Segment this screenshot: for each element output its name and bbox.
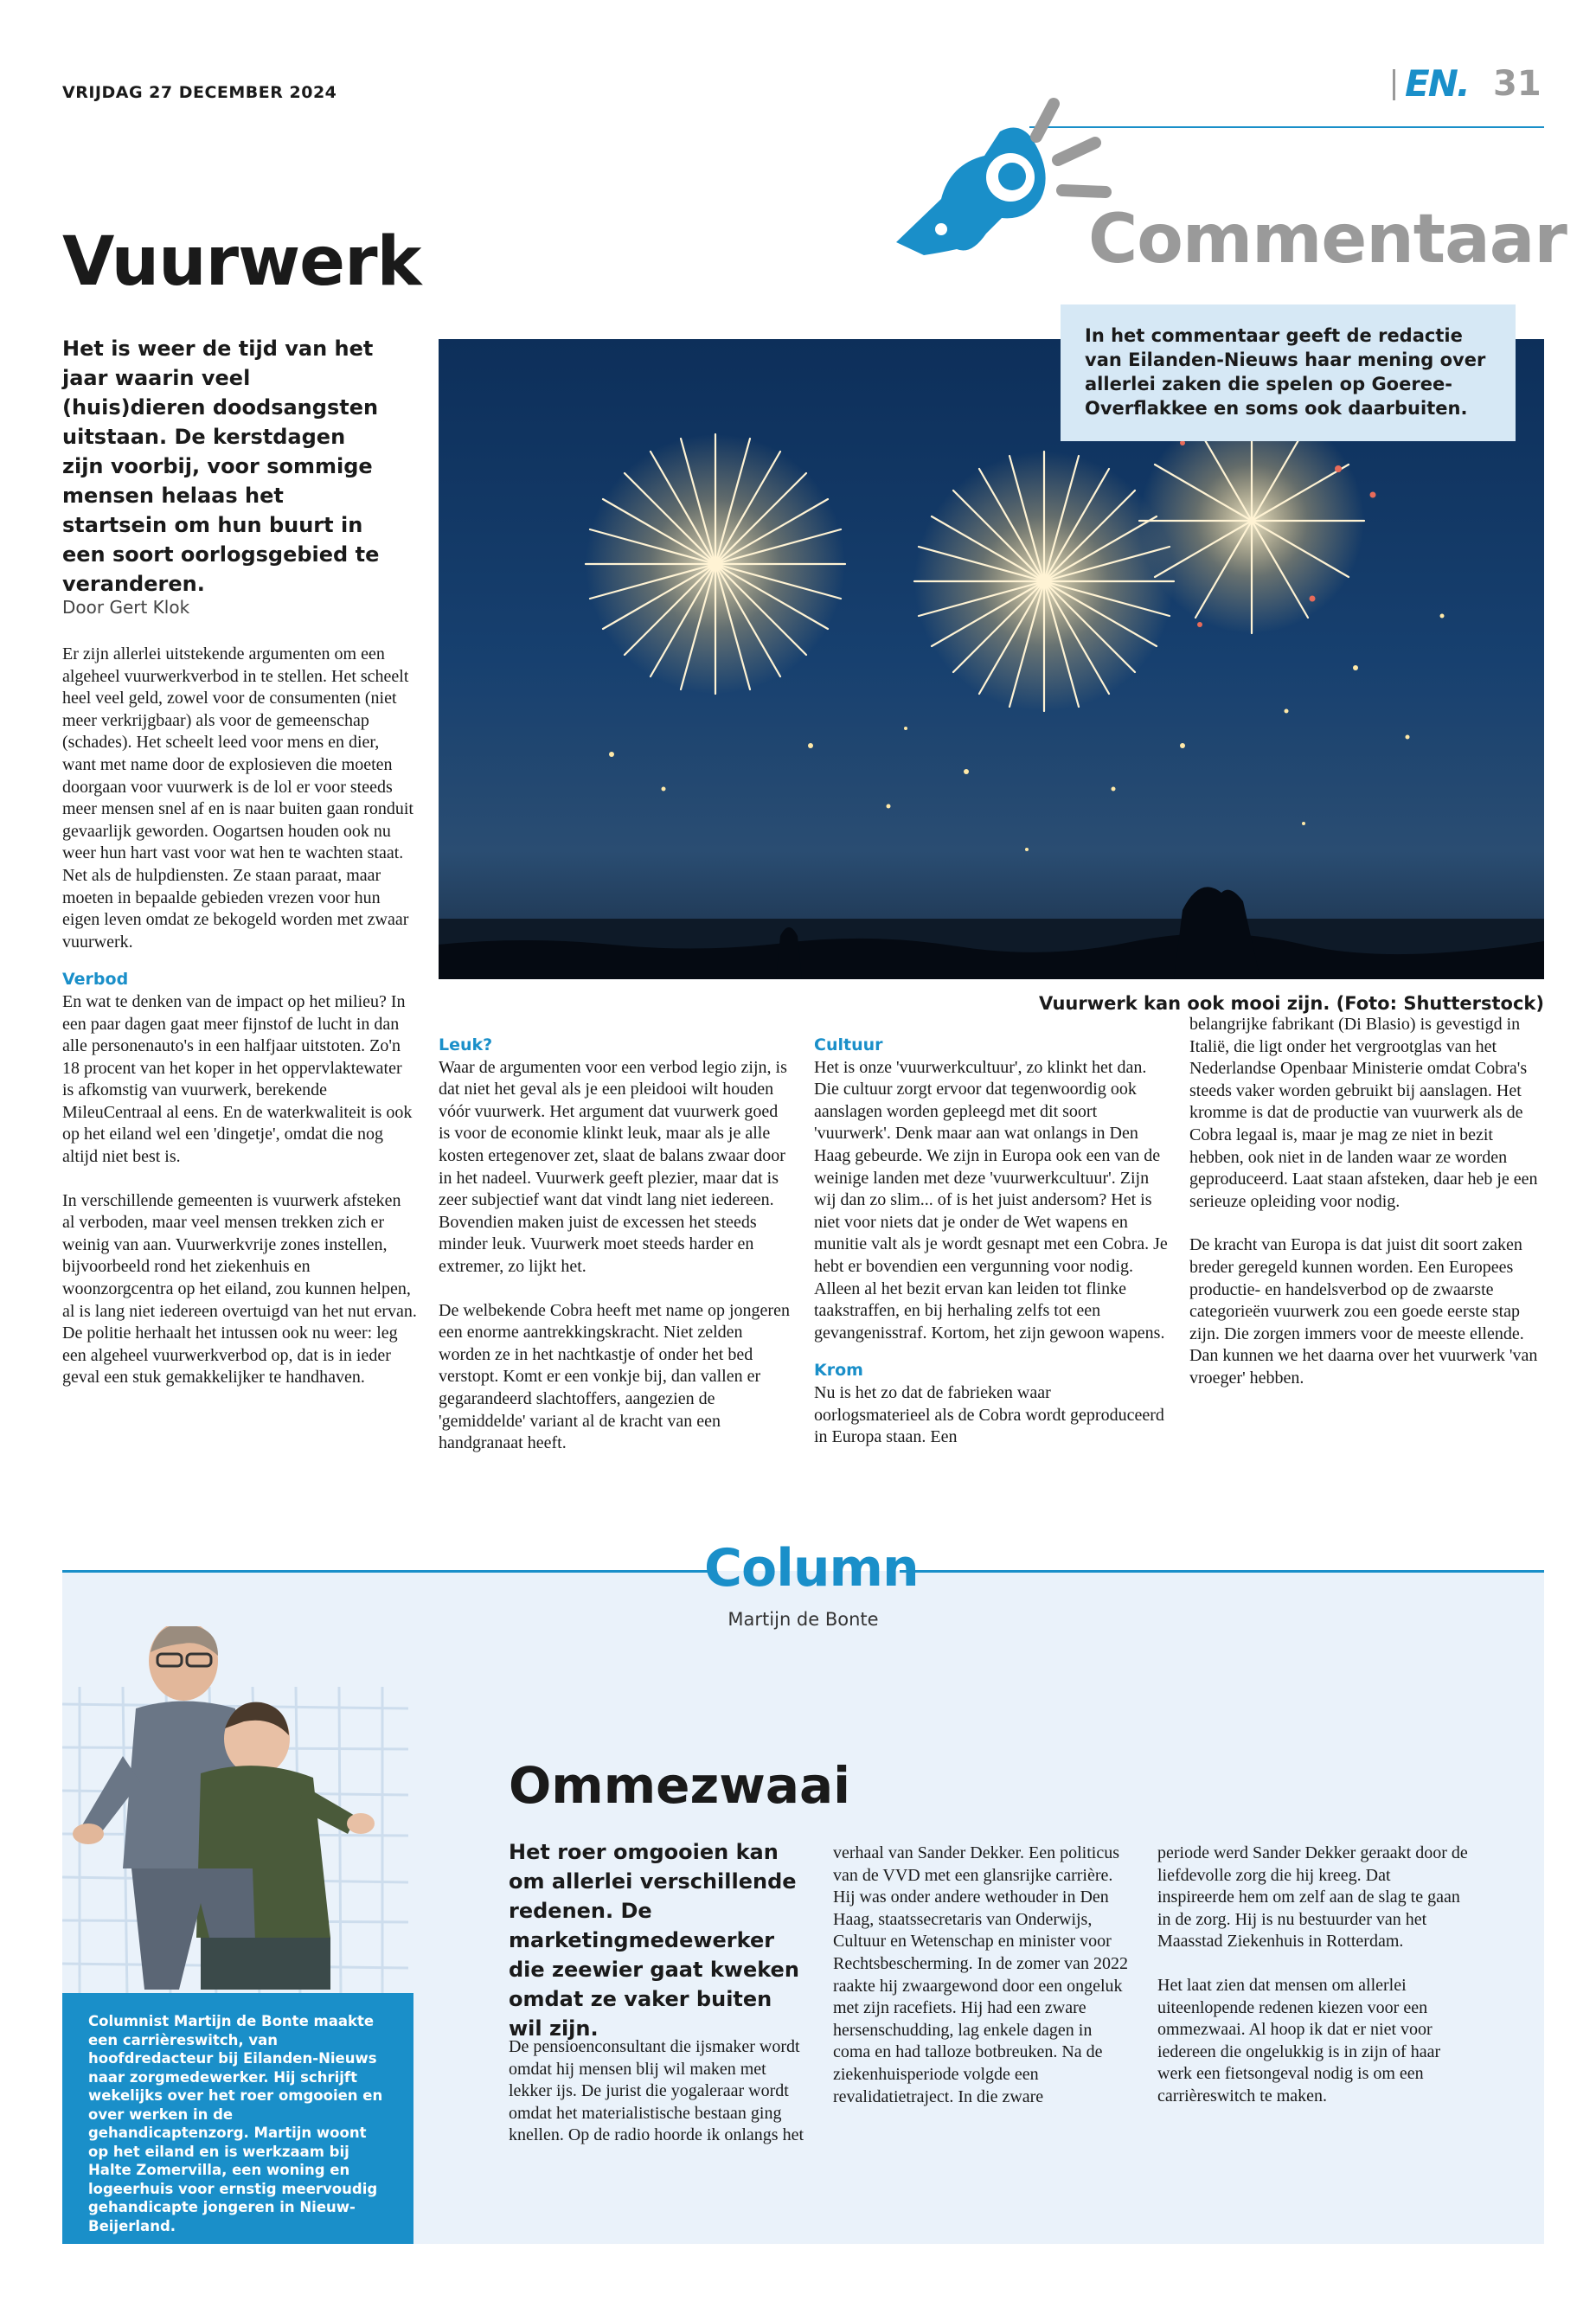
newspaper-logo: EN. [1405, 62, 1469, 105]
article-column-4 [1189, 1014, 1544, 1412]
subhead-verbod: Verbod [62, 970, 129, 990]
column-text-1 [509, 2036, 807, 2169]
article-paragraph: De kracht van Europa is dat juist dit soort zaken breder geregeld kunnen worden. Een Europees productie- en handelsverbod op de zwaarste categorieën vuurwerk zou een goede eerste stap zijn. Die zorgen immers voor de meeste ellende. Dan kunnen we het daarna over het vuurwerk 'van vroeger' hebben. [1189, 1235, 1538, 1388]
article-paragraph: De welbekende Cobra heeft met name op jongeren een enorme aantrekkingskracht. Niet zelden worden ze in het nachtkastje of onder het bed verstopt. Komt er een vonkje bij, dan vallen er gegarandeerd slachtoffers, aangezien de 'gemiddelde' variant al de kracht van een handgranaat heeft. [439, 1300, 790, 1453]
article-column-2 [439, 1035, 793, 1477]
column-paragraph: Het laat zien dat mensen om allerlei uiteenlopende redenen kiezen voor een ommezwaai. Al hoop ik dat er niet voor iedereen die ongelukkig is in zijn of haar werk een fietsongeval nodig is om een carrièreswitch te maken. [1157, 1975, 1441, 2106]
article-paragraph: In verschillende gemeenten is vuurwerk afsteken al verboden, maar veel mensen trekken zich er weinig van aan. Vuurwerkvrije zones instellen, bijvoorbeeld rond het ziekenhuis en woonzorgcentra op het eiland, zou kunnen helpen, al is lang niet iedereen overtuigd van het nut ervan. De politie herhaalt het intussen ook nu weer: leg een algeheel vuurwerkverbod op, dat is in ieder geval een stuk gemakkelijker te handhaven. [62, 1190, 417, 1388]
column-author: Martijn de Bonte [727, 1609, 879, 1630]
article-title: Vuurwerk [62, 223, 421, 301]
column-paragraph: De pensioenconsultant die ijsmaker wordt omdat hij mensen blij wil maken met lekker ijs. De jurist die yogaleraar wordt omdat het materialistische bestaan ging knellen. Op de radio hoorde ik onlangs het [509, 2037, 804, 2145]
article-intro: Het is weer de tijd van het jaar waarin veel (huis)dieren doodsangsten uitstaan. De kerstdagen zijn voorbij, voor sommige mensen helaas het startsein om hun buurt in een soort oorlogsgebied te veranderen. [62, 336, 380, 596]
subhead-krom: Krom [814, 1361, 863, 1381]
article-paragraph: Het is onze 'vuurwerkcultuur', zo klinkt het dan. Die cultuur zorgt ervoor dat tegenwoordig ook aanslagen worden gepleegd met dit soort 'vuurwerk'. Denk maar aan wat onlangs in Den Haag gebeurde. We zijn in Europa ook een van de weinige landen met deze 'vuurwerkcultuur'. Zijn wij dan zo slim... of is het juist andersom? Het is niet voor niets dat je onder de Wet wapens en munitie valt als je wordt gesnapt met een Cobra. Je hebt er bovendien een vergunning voor nodig. Alleen al het bezit ervan kan leiden tot flinke taakstraffen, en bij herhaling zelfs tot een gevangenisstraf. Kortom, het zijn gewoon wapens. [814, 1057, 1168, 1343]
article-paragraph: En wat te denken van de impact op het milieu? In een paar dagen gaat meer fijnstof de lucht in dan alle personenauto's in een halfjaar uitstoten. Zo'n 18 procent van het koper in het oppervlaktewater is afkomstig van vuurwerk, berekende MileuCentraal al eens. En de waterkwaliteit is ook op het eiland wel een 'dingetje', omdat die nog altijd niet best is. [62, 991, 413, 1167]
column-paragraph: verhaal van Sander Dekker. Een politicus van de VVD met een glansrijke carrière. Hij was onder andere wethouder in Den Haag, staatssecretaris van Onderwijs, Cultuur en Wetenschap en minister voor Rechtsbescherming. In de zomer van 2022 raakte hij zwaargewond door een ongeluk met zijn racefiets. Hij had een zware hersenschudding, lag enkele dagen in coma en had talloze botbreuken. Na de ziekenhuisperiode volgde een revalidatietraject. In die zware [833, 1843, 1129, 2106]
column-intro: Het roer omgooien kan om allerlei verschillende redenen. De marketingmedewerker die zeewier gaat kweken omdat ze vaker buiten wil zijn. [509, 1840, 799, 2041]
article-column-3 [814, 1035, 1169, 1471]
section-title: Commentaar [1088, 201, 1567, 279]
article-column-1 [62, 644, 417, 1411]
column-rule-right [900, 1570, 1544, 1573]
column-paragraph: periode werd Sander Dekker geraakt door de liefdevolle zorg die hij kreeg. Dat inspireerde hem om zelf aan de slag te gaan in de zorg. Hij is nu bestuurder van het Maasstad Ziekenhuis in Rotterdam. [1157, 1843, 1468, 1952]
columnist-bio: Columnist Martijn de Bonte maakte een carrièreswitch, van hoofdredacteur bij Eilanden-Nieuws naar zorgmedewerker. Hij schrijft wekelijks over het roer omgooien en over werken in de gehandicaptenzorg. Martijn woont op het eiland en is werkzaam bij Halte Zomervilla, een woning en logeerhuis voor ernstig meervoudig gehandicapte jongeren in Nieuw-Beijerland. [62, 1993, 413, 2244]
article-paragraph: Er zijn allerlei uitstekende argumenten om een algeheel vuurwerkverbod in te stellen. Het scheelt heel veel geld, zowel voor de consumenten (niet meer verkrijgbaar) als voor de gemeenschap (schades). Het scheelt leed voor mens en dier, want met name door de explosieven die moeten doorgaan voor vuurwerk is de lol er voor steeds meer mensen snel af en is naar buiten gaan ronduit gevaarlijk geworden. Oogartsen houden ook nu weer hun hart vast voor wat hen te wachten staat. Net als de hulpdiensten. Ze staan paraat, maar moeten in bepaalde gebieden vrezen voor hun eigen leven omdat ze bekogeld worden met zwaar vuurwerk. [62, 644, 413, 952]
issue-date: VRIJDAG 27 DECEMBER 2024 [62, 83, 337, 102]
column-text-3 [1157, 1843, 1469, 2130]
commentary-info-box: In het commentaar geeft de redactie van Eilanden-Nieuws haar mening over allerlei zaken die spelen op Goeree-Overflakkee en soms ook daarbuiten. [1061, 304, 1516, 441]
subhead-cultuur: Cultuur [814, 1035, 883, 1054]
article-byline: Door Gert Klok [62, 597, 190, 618]
subhead-leuk: Leuk? [439, 1035, 493, 1054]
article-paragraph: Waar de argumenten voor een verbod legio zijn, is dat niet het geval als je een pleidooi wilt houden vóór vuurwerk. Het argument dat vuurwerk goed is voor de economie klinkt leuk, maar als je alle kosten ertegenover zet, slaat de balans zwaar door in het nadeel. Vuurwerk geeft plezier, maar dat is zeer subjectief want dat vindt lang niet iedereen. Bovendien maken juist de excessen het steeds minder leuk. Vuurwerk moet steeds harder en extremer, zo lijkt het. [439, 1057, 787, 1276]
article-paragraph: belangrijke fabrikant (Di Blasio) is gevestigd in Italië, die ligt onder het vergrootglas van het Nederlandse Openbaar Ministerie omdat Cobra's steeds vaker worden gebruikt bij aanslagen. Het kromme is dat de productie van vuurwerk als de Cobra legaal is, maar je mag ze niet in bezit hebben, ook niet in de landen waar ze worden geproduceerd. Laat staan afsteken, daar heb je een serieuze opleiding voor nodig. [1189, 1015, 1538, 1211]
photo-caption: Vuurwerk kan ook mooi zijn. (Foto: Shutterstock) [1038, 993, 1544, 1014]
columnist-portrait [71, 1626, 391, 1990]
column-title: Ommezwaai [509, 1756, 851, 1815]
column-rule-left [62, 1570, 713, 1573]
column-text-2 [833, 1843, 1131, 2130]
page-number: 31 [1493, 64, 1542, 104]
article-paragraph: Nu is het zo dat de fabrieken waar oorlogsmaterieel als de Cobra wordt geproduceerd in Europa staan. Een [814, 1382, 1164, 1447]
logo-divider [1393, 69, 1395, 100]
column-label: Column [704, 1538, 919, 1599]
